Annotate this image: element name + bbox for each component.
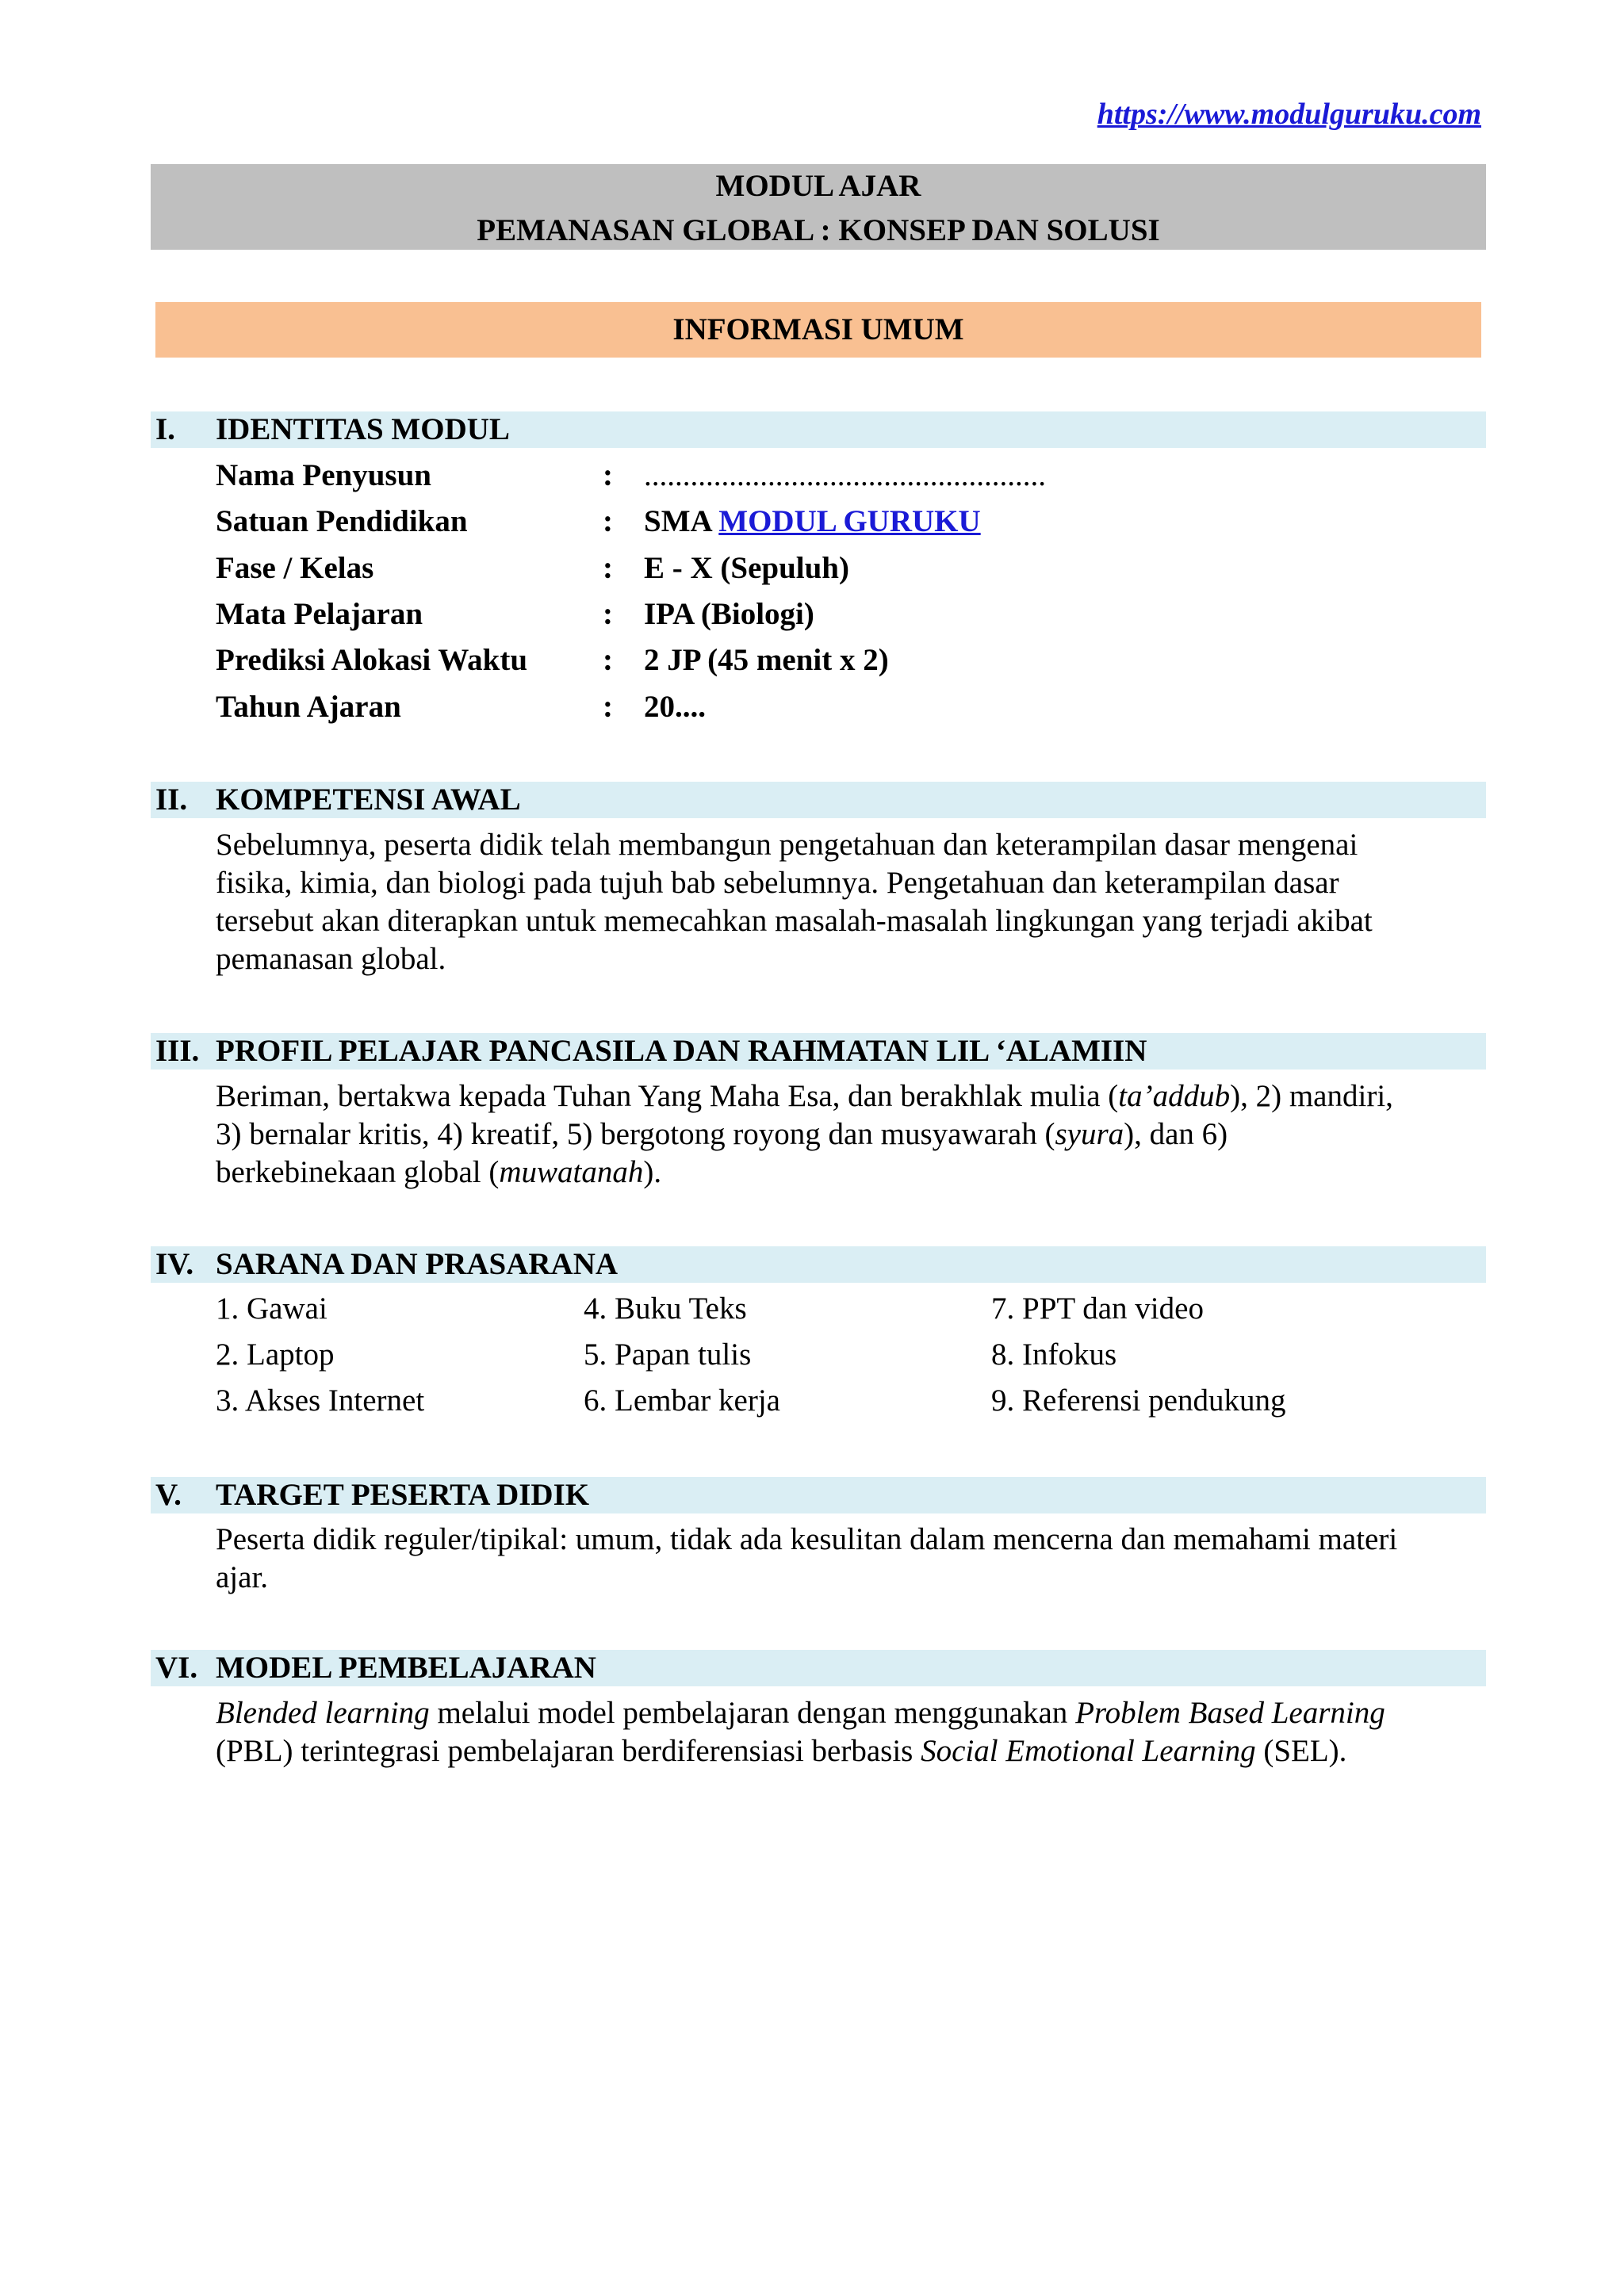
italic-term: Problem Based Learning [1075,1696,1385,1730]
section-title: TARGET PESERTA DIDIK [216,1478,590,1512]
section-title: KOMPETENSI AWAL [216,783,521,817]
section-number: V. [155,1478,182,1512]
identity-value-text: SMA [644,504,719,538]
identity-row [216,637,1484,683]
identity-value: .................................................... [644,458,1046,492]
identity-value: E - X (Sepuluh) [644,551,849,585]
paragraph-line [216,1154,1484,1192]
text-run: (PBL) terintegrasi pembelajaran berdiferensiasi berbasis [216,1734,921,1768]
info-banner: INFORMASI UMUM [155,302,1481,358]
title-line-2: PEMANASAN GLOBAL : KONSEP DAN SOLUSI [477,213,1160,247]
text-run: ). [643,1155,662,1189]
target-paragraph [216,1521,1484,1597]
section-model-header [151,1650,1486,1686]
identity-colon: : [603,643,613,677]
identity-colon: : [603,458,613,492]
italic-term: muwatanah [499,1155,644,1189]
paragraph-line: tersebut akan diterapkan untuk memecahkan masalah-masalah lingkungan yang terjadi akibat [216,904,1373,938]
section-title: MODEL PEMBELAJARAN [216,1651,596,1685]
model-paragraph [216,1694,1484,1770]
profil-paragraph [216,1077,1484,1192]
section-title: SARANA DAN PRASARANA [216,1247,619,1281]
title-banner [151,164,1486,250]
section-number: IV. [155,1247,194,1281]
italic-term: Social Emotional Learning [921,1734,1256,1768]
section-number: II. [155,783,188,817]
identity-row [216,453,1484,499]
list-item: 7. PPT dan video [991,1292,1204,1326]
text-run: berkebinekaan global ( [216,1155,500,1189]
section-identitas-header [151,411,1486,448]
section-number: I. [155,412,175,446]
section-profil-header [151,1033,1486,1070]
list-item: 1. Gawai [216,1292,327,1326]
identity-row [216,591,1484,637]
paragraph-line [216,1115,1484,1154]
text-run: Beriman, bertakwa kepada Tuhan Yang Maha Esa, dan berakhlak mulia ( [216,1079,1119,1113]
section-sarana-header [151,1246,1486,1283]
paragraph-line: fisika, kimia, dan biologi pada tujuh bab sebelumnya. Pengetahuan dan keterampilan dasar [216,866,1339,900]
paragraph-line: pemanasan global. [216,942,446,976]
identity-row [216,499,1484,545]
title-line-1: MODUL AJAR [715,169,921,203]
list-item: 4. Buku Teks [584,1292,747,1326]
paragraph-line [216,1694,1484,1732]
text-run: (SEL). [1255,1734,1347,1768]
list-item: 9. Referensi pendukung [991,1383,1286,1418]
identity-label: Prediksi Alokasi Waktu [216,643,528,677]
section-title: IDENTITAS MODUL [216,412,510,446]
list-item: 2. Laptop [216,1337,335,1372]
identity-label: Fase / Kelas [216,551,374,585]
identity-value: IPA (Biologi) [644,597,814,631]
identity-label: Satuan Pendidikan [216,504,468,538]
paragraph-line [216,1077,1484,1115]
identity-label: Tahun Ajaran [216,690,401,724]
identity-colon: : [603,504,613,538]
paragraph-line: Sebelumnya, peserta didik telah membangun pengetahuan dan keterampilan dasar mengenai [216,828,1358,862]
text-run: ), dan 6) [1124,1117,1228,1151]
section-number: III. [155,1034,200,1068]
identity-value: 20.... [644,690,706,724]
identity-value [644,499,981,545]
identity-value: 2 JP (45 menit x 2) [644,643,889,677]
text-run: melalui model pembelajaran dengan menggunakan [429,1696,1076,1730]
text-run: 3) bernalar kritis, 4) kreatif, 5) bergotong royong dan musyawarah ( [216,1117,1055,1151]
section-number: VI. [155,1651,198,1685]
list-item: 5. Papan tulis [584,1337,752,1372]
kompetensi-paragraph [216,826,1484,978]
italic-term: ta’addub [1118,1079,1231,1113]
paragraph-line: Peserta didik reguler/tipikal: umum, tidak ada kesulitan dalam mencerna dan memahami materi [216,1522,1398,1556]
section-target-header [151,1477,1486,1513]
paragraph-line: ajar. [216,1560,269,1594]
section-title: PROFIL PELAJAR PANCASILA DAN RAHMATAN LIL ‘ALAMIIN [216,1034,1147,1068]
italic-term: Blended learning [216,1696,430,1730]
identity-colon: : [603,597,613,631]
paragraph-line [216,1732,1484,1770]
identity-row [216,684,1484,730]
website-link[interactable]: https://www.modulguruku.com [1097,98,1481,131]
identity-row [216,545,1484,591]
text-run: ), 2) mandiri, [1230,1079,1393,1113]
italic-term: syura [1055,1117,1124,1151]
list-item: 6. Lembar kerja [584,1383,780,1418]
section-kompetensi-header [151,782,1486,818]
identity-label: Nama Penyusun [216,458,431,492]
identity-label: Mata Pelajaran [216,597,423,631]
modul-guruku-link[interactable]: MODUL GURUKU [718,504,981,538]
identity-colon: : [603,551,613,585]
identity-colon: : [603,690,613,724]
list-item: 8. Infokus [991,1337,1117,1372]
list-item: 3. Akses Internet [216,1383,425,1418]
